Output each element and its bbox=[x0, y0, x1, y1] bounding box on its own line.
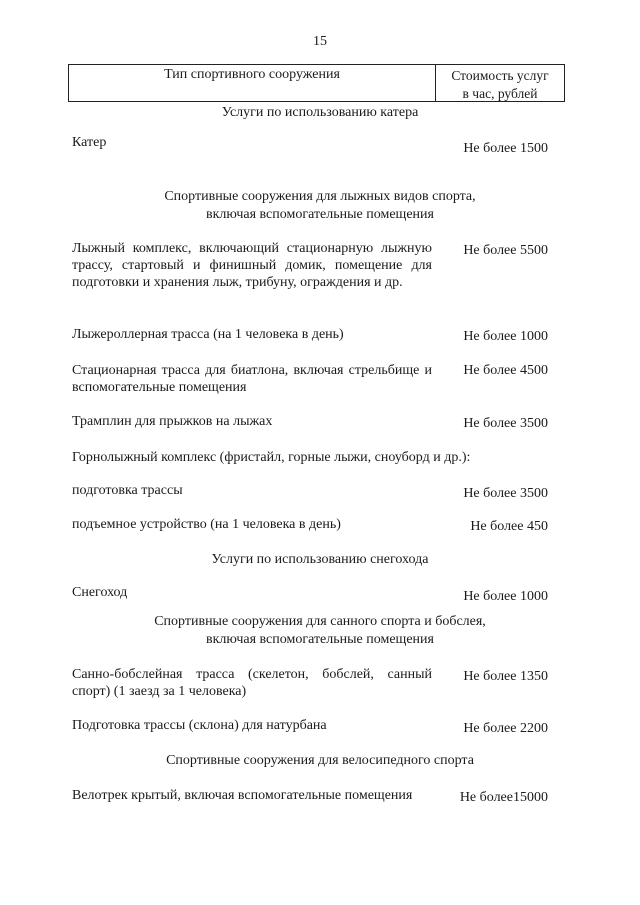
section-title-ski bbox=[0, 188, 640, 224]
section-title-boat: Услуги по использованию катера bbox=[221, 105, 419, 120]
row-price-boat: Не более 1500 bbox=[463, 141, 548, 156]
row-name-ski-jump: Трамплин для прыжков на лыжах bbox=[72, 414, 273, 429]
section-title-snowmobile: Услуги по использованию снегохода bbox=[211, 552, 429, 567]
row-price-ski-complex: Не более 5500 bbox=[463, 243, 548, 258]
section-title-sled bbox=[0, 613, 640, 649]
page-number: 15 bbox=[313, 34, 327, 49]
header-col-cost-line1: Стоимость услуг bbox=[451, 68, 549, 83]
row-price-lift: Не более 450 bbox=[470, 519, 548, 534]
row-name-naturbahn: Подготовка трассы (склона) для натурбана bbox=[72, 718, 327, 733]
section-title-ski-line1: Спортивные сооружения для лыжных видов спорта, bbox=[164, 189, 476, 204]
row-name-lift: подъемное устройство (на 1 человека в день) bbox=[72, 517, 341, 532]
row-price-naturbahn: Не более 2200 bbox=[463, 721, 548, 736]
section-title-sled-line2: включая вспомогательные помещения bbox=[206, 632, 434, 647]
row-price-velodrome: Не более15000 bbox=[459, 790, 548, 805]
section-title-sled-line1: Спортивные сооружения для санного спорта и бобслея, bbox=[154, 614, 486, 629]
row-name-rollerski: Лыжероллерная трасса (на 1 человека в день) bbox=[72, 327, 344, 342]
row-name-bobsleigh: Санно-бобслейная трасса (скелетон, бобслей, санный спорт) (1 заезд за 1 человека) bbox=[72, 667, 432, 699]
row-price-bobsleigh: Не более 1350 bbox=[463, 669, 548, 684]
header-table bbox=[68, 64, 565, 102]
row-name-snowmobile: Снегоход bbox=[72, 585, 128, 600]
row-name-alpine: Горнолыжный комплекс (фристайл, горные лыжи, сноуборд и др.): bbox=[72, 450, 471, 465]
row-name-ski-complex: Лыжный комплекс, включающий стационарную лыжную трассу, стартовый и финишный домик, помещение для подготовки и хранения лыж, трибуну, ограждения и др. bbox=[72, 241, 432, 290]
row-name-track-prep: подготовка трассы bbox=[72, 483, 183, 498]
row-price-biathlon: Не более 4500 bbox=[463, 363, 548, 378]
section-title-ski-line2: включая вспомогательные помещения bbox=[206, 207, 434, 222]
header-col-type: Тип спортивного сооружения bbox=[69, 65, 436, 101]
row-price-track-prep: Не более 3500 bbox=[463, 486, 548, 501]
row-price-snowmobile: Не более 1000 bbox=[463, 589, 548, 604]
row-price-rollerski: Не более 1000 bbox=[463, 329, 548, 344]
header-col-cost-line2: в час, рублей bbox=[462, 86, 538, 101]
section-title-cycling: Спортивные сооружения для велосипедного спорта bbox=[166, 753, 474, 768]
row-name-biathlon: Стационарная трасса для биатлона, включая стрельбище и вспомогательные помещения bbox=[72, 363, 432, 395]
header-col-cost bbox=[436, 65, 564, 101]
row-price-ski-jump: Не более 3500 bbox=[463, 416, 548, 431]
row-name-velodrome: Велотрек крытый, включая вспомогательные помещения bbox=[72, 788, 413, 803]
row-name-boat: Катер bbox=[72, 135, 107, 150]
